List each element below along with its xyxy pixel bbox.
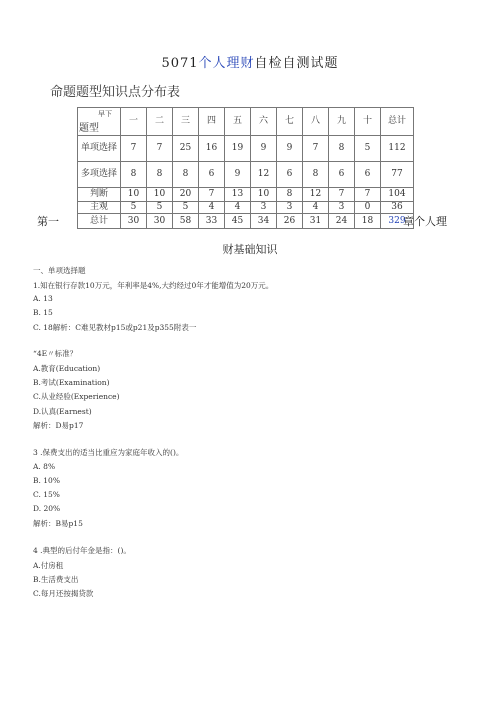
row-label: 总计 xyxy=(78,214,121,229)
page-title xyxy=(0,52,500,71)
table-cell: 8 xyxy=(277,188,303,202)
header-cell: 一 xyxy=(121,108,147,136)
table-cell: 13 xyxy=(225,188,251,202)
table-cell: 4 xyxy=(199,202,225,214)
header-cell-total: 总计 xyxy=(381,108,414,136)
title-number: 5071 xyxy=(161,56,199,71)
table-cell: 0 xyxy=(355,202,381,214)
distribution-table xyxy=(77,107,414,229)
option-line: C. 18解析：C难见教材p15或p21及p355附表一 xyxy=(33,323,197,332)
header-cell: 七 xyxy=(277,108,303,136)
option-line: C. 15% xyxy=(33,490,60,499)
corner-top-label: 早下 xyxy=(98,110,112,118)
table-cell: 3 xyxy=(277,202,303,214)
table-cell: 7 xyxy=(147,136,173,162)
answer-explanation: 解析：D易p17 xyxy=(33,421,84,430)
table-cell: 31 xyxy=(303,214,329,229)
table-cell: 4 xyxy=(303,202,329,214)
table-cell: 4 xyxy=(225,202,251,214)
table-cell: 12 xyxy=(303,188,329,202)
table-cell: 18 xyxy=(355,214,381,229)
section-heading: 命题题型知识点分布表 xyxy=(50,85,181,100)
table-cell: 10 xyxy=(147,188,173,202)
row-label: 多项选择 xyxy=(78,162,121,188)
table-cell: 112 xyxy=(381,136,414,162)
table-row xyxy=(78,214,414,229)
header-cell: 六 xyxy=(251,108,277,136)
table-cell: 19 xyxy=(225,136,251,162)
table-cell: 8 xyxy=(303,162,329,188)
table-cell: 24 xyxy=(329,214,355,229)
table-cell: 5 xyxy=(121,202,147,214)
title-highlight: 个人理财 xyxy=(198,56,255,71)
table-cell: 3 xyxy=(251,202,277,214)
option-line: A.付房租 xyxy=(33,561,64,570)
table-cell: 10 xyxy=(121,188,147,202)
table-cell: 10 xyxy=(251,188,277,202)
option-line: A. 8% xyxy=(33,462,56,471)
question-type-heading: 一、单项选择题 xyxy=(33,266,86,275)
answer-explanation: 解析：B易p15 xyxy=(33,519,83,528)
option-line: A. 13 xyxy=(33,294,53,303)
table-cell: 9 xyxy=(251,136,277,162)
table-cell: 5 xyxy=(147,202,173,214)
table-cell: 77 xyxy=(381,162,414,188)
question-text: 4 .典型的后付年金是指：()。 xyxy=(33,546,131,555)
table-cell: 45 xyxy=(225,214,251,229)
table-cell: 8 xyxy=(173,162,199,188)
grand-total-cell: 329 xyxy=(381,214,414,229)
option-line: D.认真(Earnest) xyxy=(33,407,92,416)
table-cell: 26 xyxy=(277,214,303,229)
option-line: C.从业经验(Experience) xyxy=(33,392,120,401)
table-cell: 9 xyxy=(277,136,303,162)
table-cell: 5 xyxy=(173,202,199,214)
table-cell: 30 xyxy=(147,214,173,229)
table-cell: 7 xyxy=(121,136,147,162)
table-cell: 30 xyxy=(121,214,147,229)
table-cell: 7 xyxy=(199,188,225,202)
table-row xyxy=(78,162,414,188)
header-cell: 九 xyxy=(329,108,355,136)
table-cell: 8 xyxy=(121,162,147,188)
table-corner-cell xyxy=(78,108,121,136)
table-cell: 104 xyxy=(381,188,414,202)
header-cell: 五 xyxy=(225,108,251,136)
table-cell: 8 xyxy=(147,162,173,188)
table-cell: 6 xyxy=(355,162,381,188)
question-text: “4E〃标准？ xyxy=(33,349,78,358)
row-label: 主观 xyxy=(78,202,121,214)
header-cell: 八 xyxy=(303,108,329,136)
option-line: B.生活费支出 xyxy=(33,575,79,584)
table-cell: 3 xyxy=(329,202,355,214)
chapter-prefix: 第一 xyxy=(37,215,59,228)
table-cell: 25 xyxy=(173,136,199,162)
option-line: B. 10% xyxy=(33,476,60,485)
question-text: 1.知在银行存款10万元，年利率是4%,大约经过0年才能增值为20万元。 xyxy=(33,281,274,290)
table-cell: 36 xyxy=(381,202,414,214)
table-row xyxy=(78,202,414,214)
table-cell: 12 xyxy=(251,162,277,188)
table-cell: 7 xyxy=(329,188,355,202)
table-cell: 7 xyxy=(355,188,381,202)
table-cell: 7 xyxy=(303,136,329,162)
table-cell: 34 xyxy=(251,214,277,229)
corner-bottom-label: 题型 xyxy=(79,123,99,134)
option-line: A.教育(Education) xyxy=(33,364,101,373)
table-cell: 9 xyxy=(225,162,251,188)
option-line: B.考试(Examination) xyxy=(33,378,110,387)
table-row xyxy=(78,188,414,202)
table-cell: 20 xyxy=(173,188,199,202)
header-cell: 三 xyxy=(173,108,199,136)
option-line: D. 20% xyxy=(33,504,61,513)
header-cell: 四 xyxy=(199,108,225,136)
chapter-heading: 财基础知识 xyxy=(222,243,278,256)
table-cell: 6 xyxy=(329,162,355,188)
question-text: 3 .保费支出的适当比重应为家庭年收入的()。 xyxy=(33,448,184,457)
header-cell: 十 xyxy=(355,108,381,136)
row-label: 判断 xyxy=(78,188,121,202)
chapter-title-part: 章个人理 xyxy=(403,215,447,228)
table-cell: 5 xyxy=(355,136,381,162)
header-cell: 二 xyxy=(147,108,173,136)
table-cell: 8 xyxy=(329,136,355,162)
table-cell: 6 xyxy=(277,162,303,188)
row-label: 单项选择 xyxy=(78,136,121,162)
table-cell: 16 xyxy=(199,136,225,162)
table-cell: 33 xyxy=(199,214,225,229)
table-row xyxy=(78,136,414,162)
title-rest: 自检自测试题 xyxy=(254,56,339,71)
option-line: C.每月还按揭贷款 xyxy=(33,589,94,598)
option-line: B. 15 xyxy=(33,308,53,317)
table-cell: 58 xyxy=(173,214,199,229)
table-cell: 6 xyxy=(199,162,225,188)
